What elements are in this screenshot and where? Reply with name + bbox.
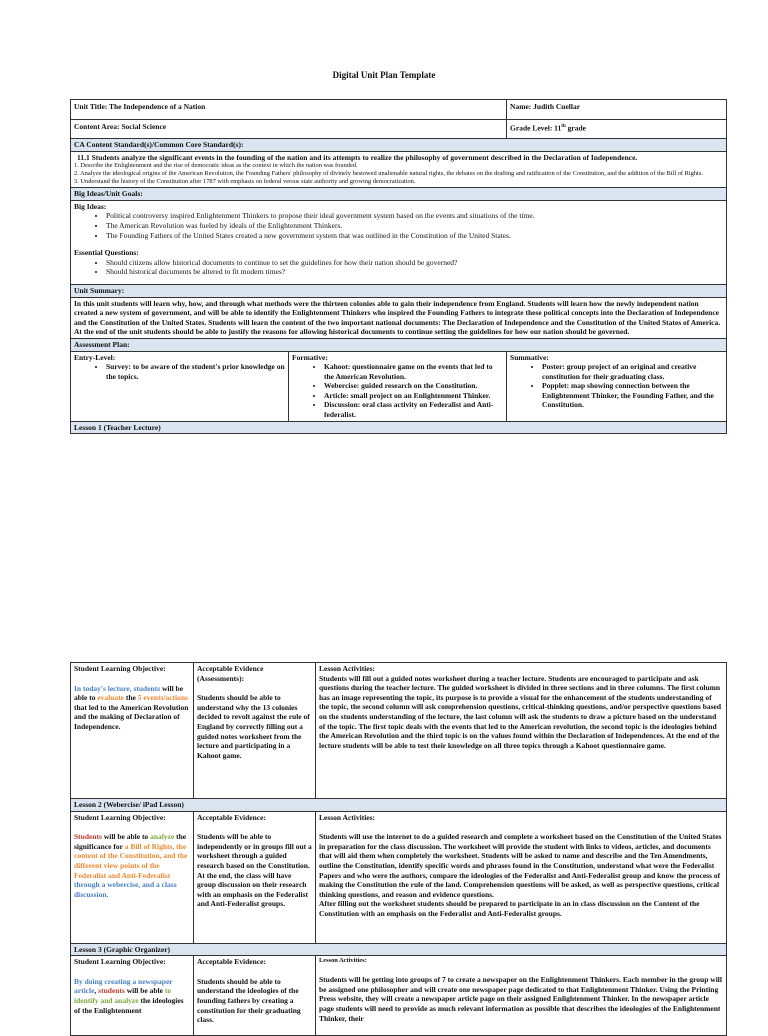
objective-part: will be able (124, 986, 165, 996)
lesson-2-activities-text: Students will use the internet to do a guided research and complete a worksheet based on the Constitution of the United States in preparation for the class discussion. The worksheet will provide the student with links to videos, articles, and documents that will aid them when completely the worksheet. Students will be asked to name and describe and the Ten Amendments, outline the Constitution, identify specific words and phrases found in the Constitution, understand what were the Federalist Papers and who were the authors, compare the ideologies of the Federalist and Anti-Federalist group and know the process of making the Constitution the rule of the land. Comprehension questions will be asked, as well as perspective questions, critical thinking questions, and reason and evidence questions. (319, 832, 722, 899)
standards-main: 11.1 Students analyze the significant events in the founding of the nation and its attempts to realize the philosophy of government described in the Declaration of Independence. (77, 152, 638, 162)
objective-part: the ideologies of the Enlightenment (74, 995, 184, 1015)
essential-questions-label: Essential Questions: (74, 248, 139, 258)
objective-part: that led to the American Revolution and the making of Declaration of Independence. (74, 702, 189, 731)
summative-cell (507, 351, 727, 421)
lesson-3-activities-text: Students will be getting into groups of 7 to create a newspaper on the Enlightenment Thinkers. Each member in the group will be assigned one philosopher and will create one newspaper page dedicated to that Enlightenment Thinker. Using the Printing Press website, they will create a newspaper article page on their assigned Enlightenment Thinker. In the newspaper article page students will need to provide as much relevant information as possible that describes the ideologies of the Enlightenment Thinker, their (319, 975, 722, 1023)
lesson-3-heading: Lesson 3 (Graphic Organizer) (71, 943, 727, 956)
summative-label: Summative: (510, 352, 549, 362)
formative-item: • Discussion: oral class activity on Federalist and Anti-federalist. (324, 400, 503, 419)
formative-cell (289, 351, 507, 421)
lesson-2-activities-text-2: After filling out the worksheet students should be prepared to participate in an in class discussion on the Content of the Constitution with an emphasis on the Federalist and Anti-Federalist groups. (319, 899, 700, 918)
objective-part: the significance for (74, 832, 187, 851)
big-idea-item: • The American Revolution was fueled by ideals of the Enlightenment Thinkers. (106, 221, 723, 231)
objective-label: Student Learning Objective: (74, 664, 166, 673)
objective-part: Students (74, 832, 102, 842)
activities-label: Lesson Activities: (319, 812, 376, 822)
big-idea-item: • Political controversy inspired Enlightenment Thinkers to propose their ideal government system based on the events and situations of the time. (106, 211, 723, 221)
objective-label: Student Learning Objective: (74, 957, 166, 967)
objective-part: to identify and analyze (74, 986, 172, 1005)
essential-question-item: • Should historical documents be altered to fit modern times? (106, 267, 723, 277)
lesson-1-heading: Lesson 1 (Teacher Lecture) (71, 421, 727, 434)
lesson-1-evidence-cell (194, 663, 316, 799)
standards-cell (71, 151, 727, 188)
evidence-label: Acceptable Evidence: (197, 957, 266, 967)
objective-part: the (124, 693, 138, 703)
essential-question-item: • Should citizens allow historical documents to continue to set the guidelines for how their nation should be governed? (106, 258, 723, 268)
formative-item: • Kahoot: questionnaire game on the events that led to the American Revolution. (324, 362, 503, 381)
unit-summary-heading: Unit Summary: (71, 284, 727, 297)
objective-part: evaluate (97, 693, 125, 703)
lesson-1-objective-cell (71, 663, 194, 799)
summative-item: • Popplet: map showing connection between the Enlightenment Thinker, the Founding Father, and the Constitution. (542, 381, 723, 410)
unit-title-cell: Unit Title: The Independence of a Nation (71, 100, 507, 120)
big-ideas-heading: Big Ideas/Unit Goals: (71, 188, 727, 201)
objective-part: students (98, 986, 125, 996)
lesson-2-evidence-cell (194, 811, 316, 943)
big-ideas-label: Big Ideas: (74, 201, 107, 211)
essential-questions-list (74, 258, 723, 277)
objective-part: , (94, 986, 99, 996)
summative-item: • Poster: group project of an original and creative constitution for their graduating class. (542, 362, 723, 381)
formative-label: Formative: (292, 352, 328, 362)
assessment-heading: Assessment Plan: (71, 338, 727, 351)
objective-part: will be able to (101, 832, 151, 842)
objective-part: In today's lecture, students (74, 683, 161, 693)
summative-list (510, 362, 723, 410)
grade-level-sup: th (561, 124, 566, 129)
evidence-label: Acceptable Evidence (Assessments): (197, 664, 264, 683)
big-ideas-list (74, 211, 723, 240)
objective-part: through a webercise, and a class discussion. (74, 880, 177, 899)
lesson-2-evidence-text: Students will be able to independently or in groups fill out a worksheet through a guided research based on the Constitution. At the end, the class will have group discussion on their research with an emphasis on the Federalist and Anti-Federalist groups. (197, 832, 312, 909)
unit-plan-table (70, 99, 727, 434)
formative-item: • Article: small project on an Enlightenment Thinker. (324, 391, 503, 401)
standard-item-3: 3. Understand the history of the Constitution after 1787 with emphasis on federal versus state authority and growing democratization. (74, 178, 416, 186)
entry-level-list (74, 362, 285, 381)
objective-label: Student Learning Objective: (74, 812, 166, 822)
objective-part: By doing creating a newspaper article (74, 976, 173, 996)
entry-level-label: Entry-Level: (74, 352, 116, 362)
name-cell: Name: Judith Cuellar (507, 100, 727, 120)
objective-part: will be able to (74, 683, 184, 703)
lesson-2-objective-cell (71, 811, 194, 943)
lesson-2-heading: Lesson 2 (Webercise/ iPad Lesson) (71, 799, 727, 812)
standards-heading: CA Content Standard(s)/Common Core Standard(s): (71, 139, 727, 152)
lesson-3-evidence-text: Students should be able to understand the ideologies of the founding fathers by creating a constitution for their graduating class. (197, 976, 301, 1025)
formative-list (292, 362, 503, 420)
evidence-label: Acceptable Evidence: (197, 812, 266, 822)
lesson-1-activities-text: Students will fill out a guided notes worksheet during a teacher lecture. Students are encouraged to participate and ask questions during the teacher lecture. The guided worksheet is divided in three sections and in three columns. The first column has an image representing the topic, its purpose is to provide a visual for the enhancement of the students understanding of the topic, the second column will ask comprehension questions, critical-thinking questions, and/or perspective questions based on the students understanding of the lecture, the last column will ask the students to draw a picture based on the understand of the topic. The first topic deals with the events that led to the American revolution, the second topic is the ideologies behind the American Revolution and the third topic is on the values found within the Declaration of Independences. At the end of the lecture students will be able to test their knowledge on all three topics through a Kahoot questionnaire game. (319, 673, 722, 750)
lesson-2-objective-text (74, 832, 190, 899)
lesson-1-evidence-text: Students should be able to understand why the 13 colonies decided to revolt against the rule of England by correctly filling out a guided notes worksheet from the lecture and participating in a Kahoot game. (197, 693, 310, 760)
objective-part: a Bill of Rights, the content of the Constitution, and the different view points of the Federalist and Anti-Federalist (74, 841, 188, 880)
lesson-1-objective-text (74, 684, 190, 732)
lesson-1-activities-cell (316, 663, 727, 799)
activities-label: Lesson Activities: (319, 664, 376, 673)
document-title: Digital Unit Plan Template (332, 70, 436, 80)
big-idea-item: • The Founding Fathers of the United States created a new government system that was outlined in the Constitution of the United States. (106, 231, 723, 241)
standard-item-1: 1. Describe the Enlightenment and the rise of democratic ideas as the context in which the nation was founded. (74, 162, 358, 170)
objective-part: 5 events/actions (137, 693, 188, 703)
unit-summary-text: In this unit students will learn why, how, and through what methods were the thirteen colonies able to gain their independence from England. Students will learn how the newly independent nation created a new system of government, and will be able to identify the Enlightenment Thinkers who inspired the Founding Fathers to integrate these political concepts into the Declaration of Independence and the Constitution of the United States. Students will learn the content of the two important national documents: The Declaration of Independence and the Constitution of the United States of America. At the end of the unit students should be able to justify the reasons for allowing historical documents to continue setting the guidelines for how our nation should be governed. (71, 297, 727, 338)
content-area-cell: Content Area: Social Science (71, 120, 507, 139)
grade-level-suffix: grade (565, 123, 586, 133)
grade-level-text: Grade Level: 11 (510, 123, 562, 133)
lesson-2-activities-cell (316, 811, 727, 943)
formative-item: • Webercise: guided research on the Constitution. (324, 381, 503, 391)
entry-level-cell (71, 351, 289, 421)
lessons-table (70, 662, 727, 1036)
big-ideas-cell (71, 200, 727, 284)
lesson-3-objective-text (74, 977, 190, 1015)
entry-level-item: • Survey: to be aware of the student's prior knowledge on the topics. (106, 362, 285, 381)
activities-label: Lesson Activities: (319, 957, 367, 965)
grade-level-cell (507, 120, 727, 139)
standard-item-2: 2. Analyze the ideological origins of the American Revolution, the Founding Fathers' philosophy of divinely bestowed unalienable natural rights, the debates on the drafting and ratification of the Constitution, and the addition of the Bill of Rights. (74, 170, 703, 178)
objective-part: analyze (150, 832, 175, 842)
